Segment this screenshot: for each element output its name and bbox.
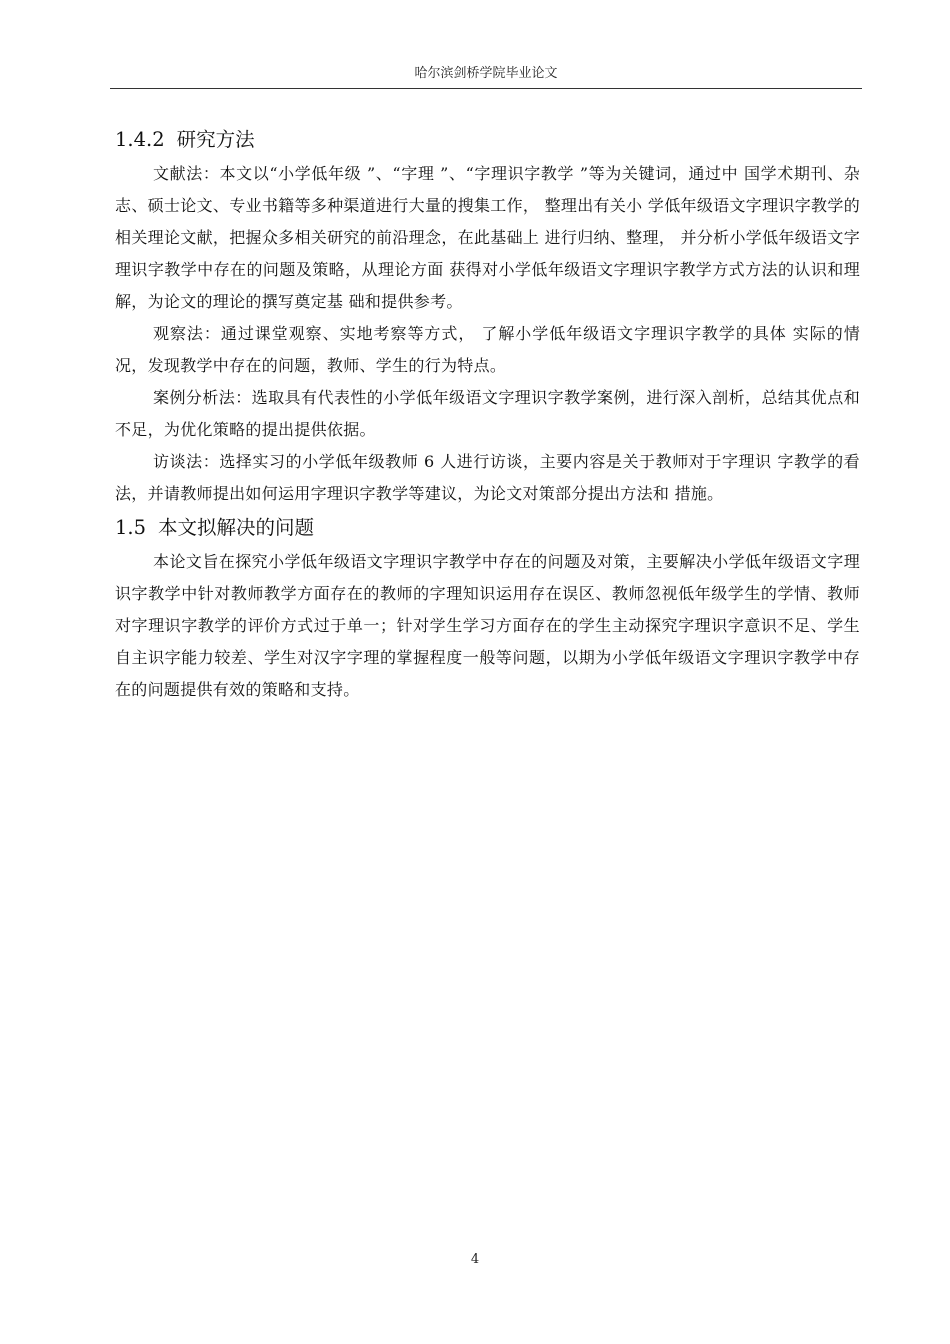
section-number: 1.5 [115,516,147,539]
document-body [115,122,860,706]
paragraph-case-analysis-method: 案例分析法：选取具有代表性的小学低年级语文字理识字教学案例，进行深入剖析，总结其优点和不足，为优化策略的提出提供依据。 [115,388,860,439]
header-title: 哈尔滨剑桥学院毕业论文 [414,66,558,81]
paragraph-interview-method: 访谈法：选择实习的小学低年级教师 6 人进行访谈，主要内容是关于教师对于字理识 字教学的看法，并请教师提出如何运用字理识字教学等建议，为论文对策部分提出方法和 措施。 [115,452,860,503]
section-heading-problems [115,510,860,546]
page-number: 4 [470,1252,480,1267]
paragraph-observation-method: 观察法：通过课堂观察、实地考察等方式， 了解小学低年级语文字理识字教学的具体 实际的情况，发现教学中存在的问题，教师、学生的行为特点。 [115,324,860,375]
section-heading-research-methods [115,122,860,158]
section-title: 本文拟解决的问题 [158,516,315,539]
section-title: 研究方法 [176,128,255,151]
paragraph-literature-method: 文献法：本文以“小学低年级 ”、“字理 ”、“字理识字教学 ”等为关键词，通过中 国学术期刊、杂志、硕士论文、专业书籍等多种渠道进行大量的搜集工作， 整理出有关小 学低年级语文字理识字教学的相关理论文献，把握众多相关研究的前沿理念，在此基础上 进行归纳、整理， 并分析小学低年级语文字理识字教学中存在的问题及策略，从理论方面 获得对小学低年级语文字理识字教学方式方法的认识和理解，为论文的理论的撰写奠定基 础和提供参考。 [115,164,860,311]
section-number: 1.4.2 [115,128,165,151]
paragraph-problems-summary: 本论文旨在探究小学低年级语文字理识字教学中存在的问题及对策，主要解决小学低年级语文字理识字教学中针对教师教学方面存在的教师的字理知识运用存在误区、教师忽视低年级学生的学情、教师对字理识字教学的评价方式过于单一；针对学生学习方面存在的学生主动探究字理识字意识不足、学生自主识字能力较差、学生对汉字字理的掌握程度一般等问题，以期为小学低年级语文字理识字教学中存在的问题提供有效的策略和支持。 [115,552,860,699]
page-header [110,64,862,89]
